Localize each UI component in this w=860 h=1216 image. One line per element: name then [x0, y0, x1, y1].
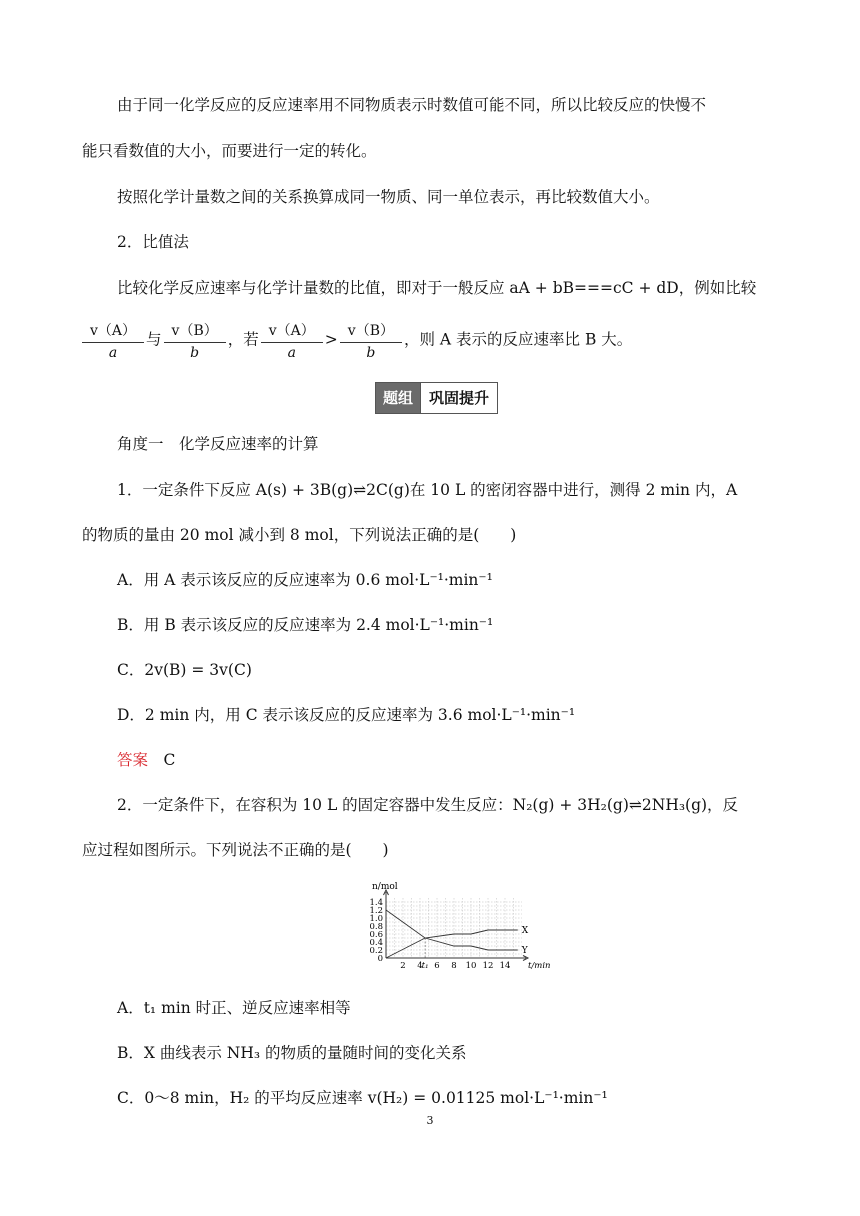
q1-option-d: D．2 min 内，用 C 表示该反应的反应速率为 3.6 mol·L⁻¹·min⁻¹ [117, 706, 576, 724]
chart-grid [386, 898, 522, 958]
banner-label-left: 题组 [376, 383, 420, 413]
q1-option-b: B．用 B 表示该反应的反应速率为 2.4 mol·L⁻¹·min⁻¹ [117, 616, 494, 634]
y-tick-label: 0 [377, 954, 383, 964]
ratio-line: $\frac{v(A)}{a}$ 与 $\frac{v(B)}{b}$ ，若 $\frac{v(A)}{a}$ > $\frac{v(B)}{b}$ ，则 A 表示的反应速率比 B 大。 [80, 320, 632, 361]
q1-answer [117, 749, 175, 771]
x-axis-label: t/min [528, 961, 551, 971]
y-tick-label: 0.8 [369, 922, 383, 932]
para-1b: 能只看数值的大小，而要进行一定的转化。 [82, 142, 377, 160]
x-tick-label: 10 [465, 961, 477, 971]
section-title: 角度一 化学反应速率的计算 [117, 435, 319, 453]
para-1a: 由于同一化学反应的反应速率用不同物质表示时数值可能不同，所以比较反应的快慢不 [117, 96, 707, 114]
q1-option-a: A．用 A 表示该反应的反应速率为 0.6 mol·L⁻¹·min⁻¹ [117, 571, 493, 589]
fraction-vb-b: $\frac{v(B)}{b}$ [164, 320, 226, 361]
y-tick-label: 1.0 [369, 914, 383, 924]
para-3: 2．比值法 [117, 233, 189, 251]
y-tick-label: 0.6 [369, 930, 383, 940]
reaction-chart [360, 880, 551, 975]
fraction-va-a: $\frac{v(A)}{a}$ [82, 320, 144, 361]
y-tick-label: 0.2 [369, 946, 383, 956]
q2-stem-a: 2．一定条件下，在容积为 10 L 的固定容器中发生反应：N₂(g) + 3H₂(g)⇌2NH₃(g)，反 [117, 796, 739, 814]
q2-option-c: C．0～8 min，H₂ 的平均反应速率 v(H₂) = 0.01125 mol·L⁻¹·min⁻¹ [117, 1089, 608, 1107]
y-axis-label: n/mol [372, 882, 398, 892]
q2-stem-b: 应过程如图所示。下列说法不正确的是( ) [82, 841, 389, 859]
x-tick-label: 14 [499, 961, 511, 971]
answer-label: 答案 [117, 751, 149, 769]
x-tick-label: 8 [451, 961, 457, 971]
series-label-x: X [521, 926, 529, 936]
fraction-vb-b-2: $\frac{v(B)}{b}$ [340, 320, 402, 361]
chart-axes [372, 882, 528, 961]
y-tick-label: 0.4 [369, 938, 383, 948]
section-banner [375, 382, 498, 414]
x-tick-label: 12 [482, 961, 494, 971]
q2-option-a: A．t₁ min 时正、逆反应速率相等 [117, 999, 351, 1017]
q1-stem-b: 的物质的量由 20 mol 减小到 8 mol，下列说法正确的是( ) [82, 526, 517, 544]
q1-stem-a: 1．一定条件下反应 A(s) + 3B(g)⇌2C(g)在 10 L 的密闭容器中进行，测得 2 min 内，A [117, 481, 738, 499]
y-tick-label: 1.4 [369, 898, 383, 908]
answer-value: C [163, 751, 176, 769]
q2-option-b: B．X 曲线表示 NH₃ 的物质的量随时间的变化关系 [117, 1044, 467, 1062]
x-tick-label: 4 [417, 961, 423, 971]
para-2: 按照化学计量数之间的关系换算成同一物质、同一单位表示，再比较数值大小。 [117, 188, 660, 206]
x-tick-label: 6 [434, 961, 440, 971]
fraction-va-a-2: $\frac{v(A)}{a}$ [261, 320, 323, 361]
banner-label-right: 巩固提升 [420, 383, 497, 413]
x-tick-label: t₁ [421, 961, 429, 971]
y-tick-label: 1.2 [369, 906, 383, 916]
series-label-y: Y [521, 946, 528, 956]
para-4: 比较化学反应速率与化学计量数的比值，即对于一般反应 aA + bB===cC + dD，例如比较 [117, 279, 757, 297]
x-tick-label: 2 [400, 961, 406, 971]
q1-option-c: C．2v(B) = 3v(C) [117, 661, 252, 679]
page-number: 3 [426, 1114, 434, 1127]
